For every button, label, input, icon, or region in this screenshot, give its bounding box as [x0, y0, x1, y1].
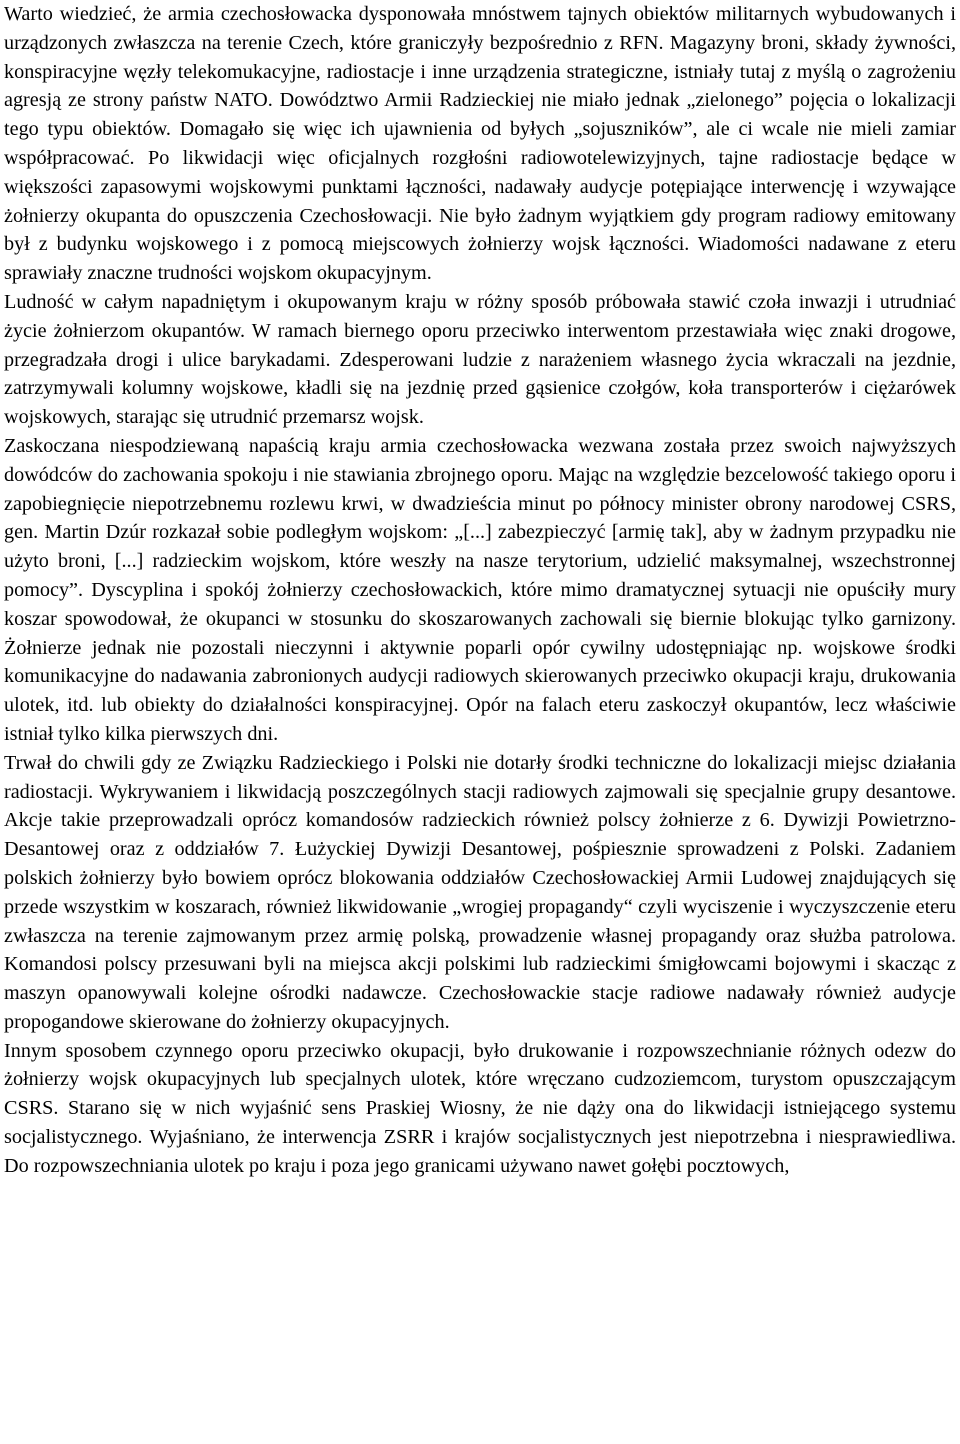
paragraph-3: Zaskoczana niespodziewaną napaścią kraju armia czechosłowacka wezwana została przez swoich najwyższych dowódców do zachowania spokoju i nie stawiania zbrojnego oporu. Mając na względzie bezcelowość takiego oporu i zapobiegnięcie niepotrzebnemu rozlewu krwi, w dwadzieścia minut po północy minister obrony narodowej CSRS, gen. Martin Dzúr rozkazał sobie podległym wojskom: „[...] zabezpieczyć [armię tak], aby w żadnym przypadku nie użyto broni, [...] radzieckim wojskom, które weszły na nasze terytorium, udzielić maksymalnej, wszechstronnej pomocy”. Dyscyplina i spokój żołnierzy czechosłowackich, które mimo dramatycznej sytuacji nie opuściły mury koszar spowodował, że okupanci w stosunku do skoszarowanych zachowali się biernie blokując tylko garnizony. Żołnierze jednak nie pozostali nieczynni i aktywnie poparli opór cywilny udostępniając np. wojskowe środki komunikacyjne do nadawania zabronionych audycji radiowych skierowanych przeciwko okupacji kraju, drukowania ulotek, itd. lub obiekty do działalności konspiracyjnej. Opór na falach eteru zaskoczył okupantów, lecz właściwie istniał tylko kilka pierwszych dni.: [4, 434, 956, 745]
paragraph-5: Innym sposobem czynnego oporu przeciwko okupacji, było drukowanie i rozpowszechnianie różnych odezw do żołnierzy wojsk okupacyjnych lub specjalnych ulotek, które wręczano cudzoziemcom, turystom opuszczającym CSRS. Starano się w nich wyjaśnić sens Praskiej Wiosny, że nie dąży ona do likwidacji istniejącego systemu socjalistycznego. Wyjaśniano, że interwencja ZSRR i krajów socjalistycznych jest niepotrzebna i niesprawiedliwa. Do rozpowszechniania ulotek po kraju i poza jego granicami używano nawet gołębi pocztowych,: [4, 1039, 956, 1177]
paragraph-4: Trwał do chwili gdy ze Związku Radzieckiego i Polski nie dotarły środki techniczne do lokalizacji miejsc działania radiostacji. Wykrywaniem i likwidacją poszczególnych stacji radiowych zajmowali się specjalnie grupy desantowe. Akcje takie przeprowadzali oprócz komandosów radzieckich również polscy żołnierze z 6. Dywizji Powietrzno-Desantowej oraz z oddziałów 7. Łużyckiej Dywizji Desantowej, pośpiesznie sprowadzeni z Polski. Zadaniem polskich żołnierzy było bowiem oprócz blokowania oddziałów Czechosłowackiej Armii Ludowej znajdujących się przede wszystkim w koszarach, również likwidowanie „wrogiej propagandy“ czyli wyciszenie i wyczyszczenie eteru zwłaszcza na terenie zajmowanym przez armię polską, prowadzenie własnej propagandy oraz służba patrolowa. Komandosi polscy przesuwani byli na miejsca akcji polskimi lub radzieckimi śmigłowcami bojowymi i skacząc z maszyn opanowywali kolejne ośrodki nadawcze. Czechosłowackie stacje radiowe nadawały również audycje propogandowe skierowane do żołnierzy okupacyjnych.: [4, 751, 956, 1033]
paragraph-1: Warto wiedzieć, że armia czechosłowacka dysponowała mnóstwem tajnych obiektów militarnych wybudowanych i urządzonych zwłaszcza na terenie Czech, które graniczyły bezpośrednio z RFN. Magazyny broni, składy żywności, konspiracyjne węzły telekomukacyjne, radiostacje i inne urządzenia strategiczne, istniały tutaj z myślą o zagrożeniu agresją ze strony państw NATO. Dowództwo Armii Radzieckiej nie miało jednak „zielonego” pojęcia o lokalizacji tego typu obiektów. Domagało się więc ich ujawnienia od byłych „sojuszników”, ale ci wcale nie mieli zamiar współpracować. Po likwidacji więc oficjalnych rozgłośni radiowotelewizyjnych, tajne radiostacje będące w większości zapasowymi wojskowymi punktami łączności, nadawały audycje potępiające interwencję i wzywające żołnierzy okupanta do opuszczenia Czechosłowacji. Nie było żadnym wyjątkiem gdy program radiowy emitowany był z budynku wojskowego i z pomocą miejscowych żołnierzy wojsk łączności. Wiadomości nadawane z eteru sprawiały znaczne trudności wojskom okupacyjnym.: [4, 3, 956, 285]
paragraph-2: Ludność w całym napadniętym i okupowanym kraju w różny sposób próbowała stawić czoła inwazji i utrudniać życie żołnierzom okupantów. W ramach biernego oporu przeciwko interwentom przestawiała więc znaki drogowe, przegradzała drogi i ulice barykadami. Zdesperowani ludzie z narażeniem własnego życia wkraczali na jezdnie, zatrzymywali kolumny wojskowe, kładli się na jezdnię przed gąsienice czołgów, koła transporterów i ciężarówek wojskowych, starając się utrudnić przemarsz wojsk.: [4, 290, 956, 429]
